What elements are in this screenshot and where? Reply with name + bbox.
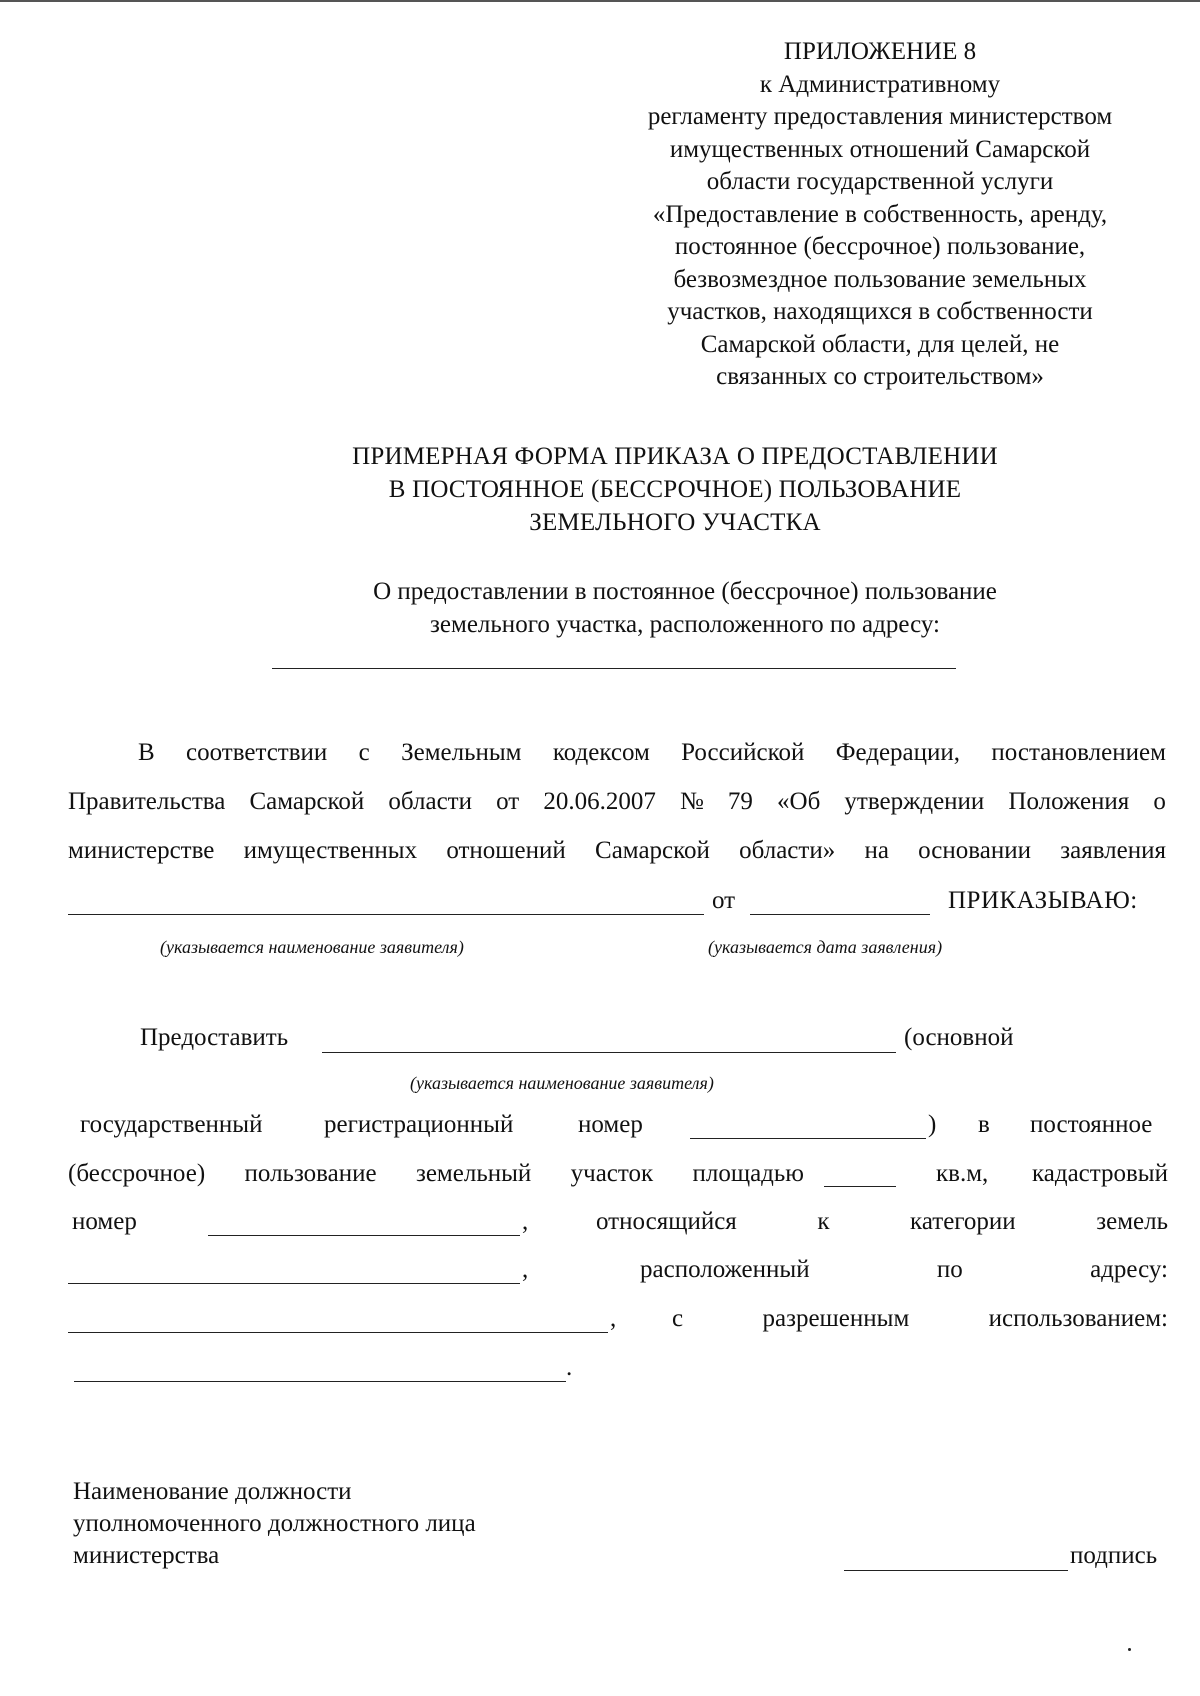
application-date-blank[interactable]	[750, 914, 930, 915]
word: области»	[739, 837, 836, 864]
word: В	[138, 739, 155, 766]
appendix-line: к Административному	[759, 70, 1001, 98]
appendix-line: безвозмездное пользование земельных	[673, 265, 1087, 293]
grantee-name-blank[interactable]	[322, 1052, 896, 1053]
comma: ,	[610, 1305, 617, 1332]
word: основании	[918, 837, 1031, 864]
word: в	[978, 1111, 990, 1138]
word: «Об	[777, 788, 821, 815]
official-position-line: уполномоченного должностного лица	[73, 1510, 476, 1537]
word: постановлением	[991, 739, 1166, 766]
word: №	[679, 788, 704, 815]
form-title-line: ПРИМЕРНАЯ ФОРМА ПРИКАЗА О ПРЕДОСТАВЛЕНИИ	[352, 443, 998, 470]
word: (бессрочное)	[68, 1160, 206, 1187]
appendix-line: Самарской области, для целей, не	[700, 330, 1060, 358]
scan-speck	[1128, 1648, 1131, 1651]
word: кадастровый	[1032, 1160, 1168, 1187]
word: кв.м,	[936, 1160, 989, 1187]
word: пользование	[244, 1160, 377, 1187]
preamble-line-1	[138, 739, 1166, 767]
word: номер	[72, 1208, 137, 1235]
hint-grantee-name: (указывается наименование заявителя)	[410, 1073, 714, 1093]
word: 79	[727, 788, 753, 815]
appendix-line: постоянное (бессрочное) пользование,	[674, 233, 1086, 260]
official-position-line: министерства	[73, 1542, 220, 1569]
word: расположенный	[640, 1256, 810, 1283]
word: Положения	[1008, 788, 1130, 815]
word: Российской	[681, 739, 805, 766]
word: участок	[570, 1160, 654, 1187]
registration-number-blank[interactable]	[690, 1138, 926, 1139]
order-subject-line: О предоставлении в постоянное (бессрочное) пользование	[373, 578, 997, 605]
appendix-line: участков, находящихся в собственности	[667, 298, 1093, 325]
word: к	[817, 1208, 830, 1235]
word: номер	[578, 1111, 643, 1138]
grant-line-3	[68, 1160, 804, 1188]
appendix-header	[600, 36, 1160, 394]
word: на	[864, 837, 889, 864]
order-subject-line: земельного участка, расположенного по адресу:	[430, 611, 940, 638]
word: Самарской	[249, 788, 365, 815]
signature-label: подпись	[1070, 1542, 1158, 1569]
word: категории	[910, 1208, 1016, 1235]
order-word: ПРИКАЗЫВАЮ:	[948, 887, 1138, 914]
area-blank[interactable]	[824, 1186, 896, 1187]
form-title-line: ЗЕМЕЛЬНОГО УЧАСТКА	[529, 509, 821, 536]
appendix-line: области государственной услуги	[706, 168, 1054, 195]
word: площадью	[692, 1160, 804, 1187]
word: разрешенным	[762, 1305, 910, 1332]
official-position	[73, 1476, 476, 1572]
comma: ,	[522, 1208, 529, 1235]
word: по	[936, 1256, 963, 1283]
word: имущественных	[243, 837, 418, 864]
word: министерстве	[68, 837, 215, 864]
grant-line-4	[596, 1208, 1168, 1236]
word: Правительства	[68, 788, 226, 815]
appendix-line: имущественных отношений Самарской	[669, 135, 1091, 163]
order-subject	[0, 575, 1200, 641]
word: с	[358, 739, 370, 766]
appendix-title: ПРИЛОЖЕНИЕ 8	[783, 38, 977, 65]
comma: ,	[522, 1256, 529, 1283]
word: заявления	[1060, 837, 1166, 864]
top-border	[0, 0, 1200, 2]
land-address-blank[interactable]	[68, 1332, 608, 1333]
word: кодексом	[552, 739, 650, 766]
word: 20.06.2007	[543, 788, 656, 815]
land-category-blank[interactable]	[68, 1283, 520, 1284]
word: относящийся	[596, 1208, 737, 1235]
grant-word: Предоставить	[140, 1024, 289, 1051]
word: соответствии	[186, 739, 328, 766]
word: земель	[1096, 1208, 1168, 1235]
cadastral-number-blank[interactable]	[208, 1235, 520, 1236]
word: регистрационный	[324, 1111, 514, 1138]
word: отношений	[446, 837, 566, 864]
word: области	[388, 788, 472, 815]
period: .	[566, 1354, 573, 1381]
word: адресу:	[1090, 1256, 1168, 1283]
appendix-line: связанных со строительством»	[716, 363, 1044, 390]
preamble-line-2	[68, 788, 1166, 816]
permitted-use-blank[interactable]	[74, 1381, 566, 1382]
hint-application-date: (указывается дата заявления)	[708, 937, 943, 957]
official-position-line: Наименование должности	[73, 1478, 352, 1505]
word: постоянное	[1030, 1111, 1153, 1138]
word: земельный	[415, 1160, 532, 1187]
from-word: от	[712, 887, 736, 914]
address-blank[interactable]	[272, 668, 956, 669]
word: о	[1153, 788, 1166, 815]
word: использованием:	[988, 1305, 1168, 1332]
word: с	[672, 1305, 684, 1332]
appendix-line: «Предоставление в собственность, аренду,	[652, 200, 1108, 228]
word: Федерации,	[835, 739, 961, 766]
grant-line-5	[640, 1256, 1168, 1284]
hint-applicant-name: (указывается наименование заявителя)	[160, 937, 464, 957]
form-title-line: В ПОСТОЯННОЕ (БЕССРОЧНОЕ) ПОЛЬЗОВАНИЕ	[388, 476, 962, 503]
appendix-line: регламенту предоставления министерством	[647, 103, 1113, 130]
word: государственный	[80, 1111, 263, 1138]
applicant-name-blank[interactable]	[68, 914, 704, 915]
word: утверждении	[844, 788, 985, 815]
preamble-line-3	[68, 837, 1166, 865]
signature-blank[interactable]	[844, 1570, 1068, 1571]
form-title	[0, 440, 1200, 539]
grant-line-6	[672, 1305, 1168, 1333]
word: от	[496, 788, 520, 815]
close-paren: )	[928, 1111, 937, 1138]
basic-word: (основной	[904, 1024, 1014, 1051]
word: Земельным	[401, 739, 522, 766]
word: Самарской	[595, 837, 710, 864]
